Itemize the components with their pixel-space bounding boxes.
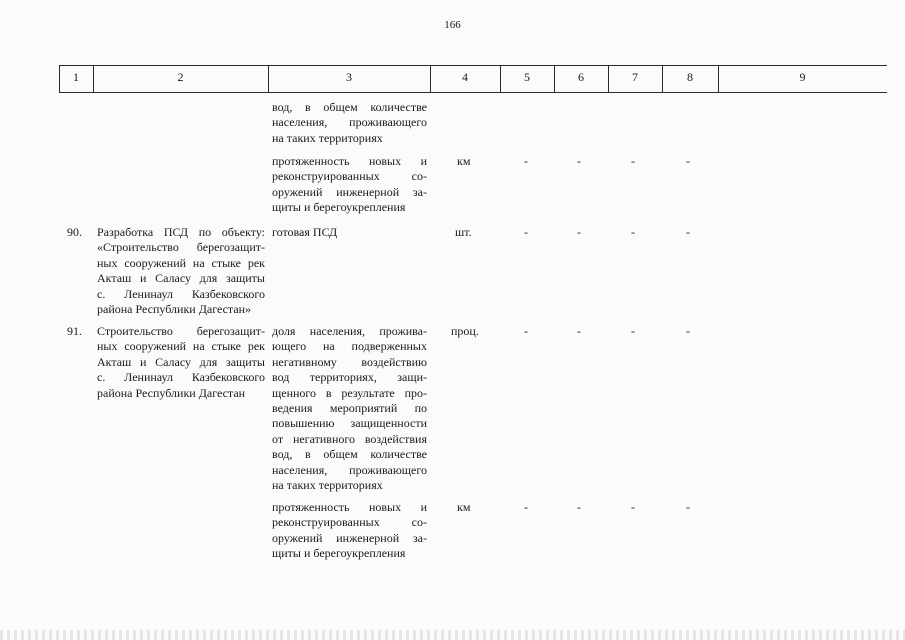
- row-number: 90.: [67, 225, 82, 239]
- value-dash: -: [686, 324, 690, 338]
- indicator-text: готовая ПСД: [272, 225, 338, 239]
- column-header: 8: [687, 70, 693, 84]
- header-top-border: [59, 65, 887, 66]
- page-number: 166: [444, 19, 461, 31]
- indicator-text: протяженность новых и реконструированных со- оружений инженерной за- щиты и берегоукрепления: [272, 500, 427, 561]
- column-header: 6: [578, 70, 584, 84]
- value-dash: -: [524, 500, 528, 514]
- column-header: 1: [73, 70, 79, 84]
- indicator-text: протяженность новых и реконструированных со- оружений инженерной за- щиты и берегоукрепления: [272, 154, 427, 215]
- value-dash: -: [686, 154, 690, 168]
- column-header: 9: [799, 70, 806, 84]
- row-number: 91.: [67, 324, 82, 338]
- scan-edge-artifact: [0, 630, 905, 640]
- value-dash: -: [631, 500, 635, 514]
- header-bottom-border: [59, 92, 887, 93]
- value-dash: -: [631, 324, 635, 338]
- unit-cell: проц.: [451, 324, 479, 338]
- unit-cell: км: [457, 154, 471, 168]
- value-dash: -: [686, 500, 690, 514]
- value-dash: -: [524, 225, 528, 239]
- value-dash: -: [524, 324, 528, 338]
- column-header: 4: [462, 70, 468, 84]
- value-dash: -: [631, 225, 635, 239]
- value-dash: -: [577, 154, 581, 168]
- event-text: Разработка ПСД по объекту: «Строительство берегозащит- ных сооружений на стыке рек Акташ и Саласу для защиты с. Ленинаул Казбековского района Республики Дагестан»: [97, 225, 265, 317]
- column-header: 3: [346, 70, 352, 84]
- value-dash: -: [577, 324, 581, 338]
- indicator-text: вод, в общем количестве населения, проживающего на таких территориях: [272, 100, 427, 145]
- value-dash: -: [686, 225, 690, 239]
- event-text: Строительство берегозащит- ных сооружений на стыке рек Акташ и Саласу для защиты с. Ленинаул Казбековского района Республики Дагестан: [97, 324, 265, 400]
- value-dash: -: [524, 154, 528, 168]
- column-header: 5: [524, 70, 530, 84]
- value-dash: -: [631, 154, 635, 168]
- unit-cell: шт.: [455, 225, 472, 239]
- indicator-text: доля населения, прожива- ющего на подверженных негативному воздействию вод территориях, защи- щенного в результате про- ведения мероприятий по повышению защищенности от негативного воздействия вод, в общем количестве населения, проживающего на таких территориях: [272, 324, 427, 493]
- value-dash: -: [577, 225, 581, 239]
- column-header: 2: [177, 70, 184, 84]
- unit-cell: км: [457, 500, 471, 514]
- value-dash: -: [577, 500, 581, 514]
- column-header: 7: [632, 70, 638, 84]
